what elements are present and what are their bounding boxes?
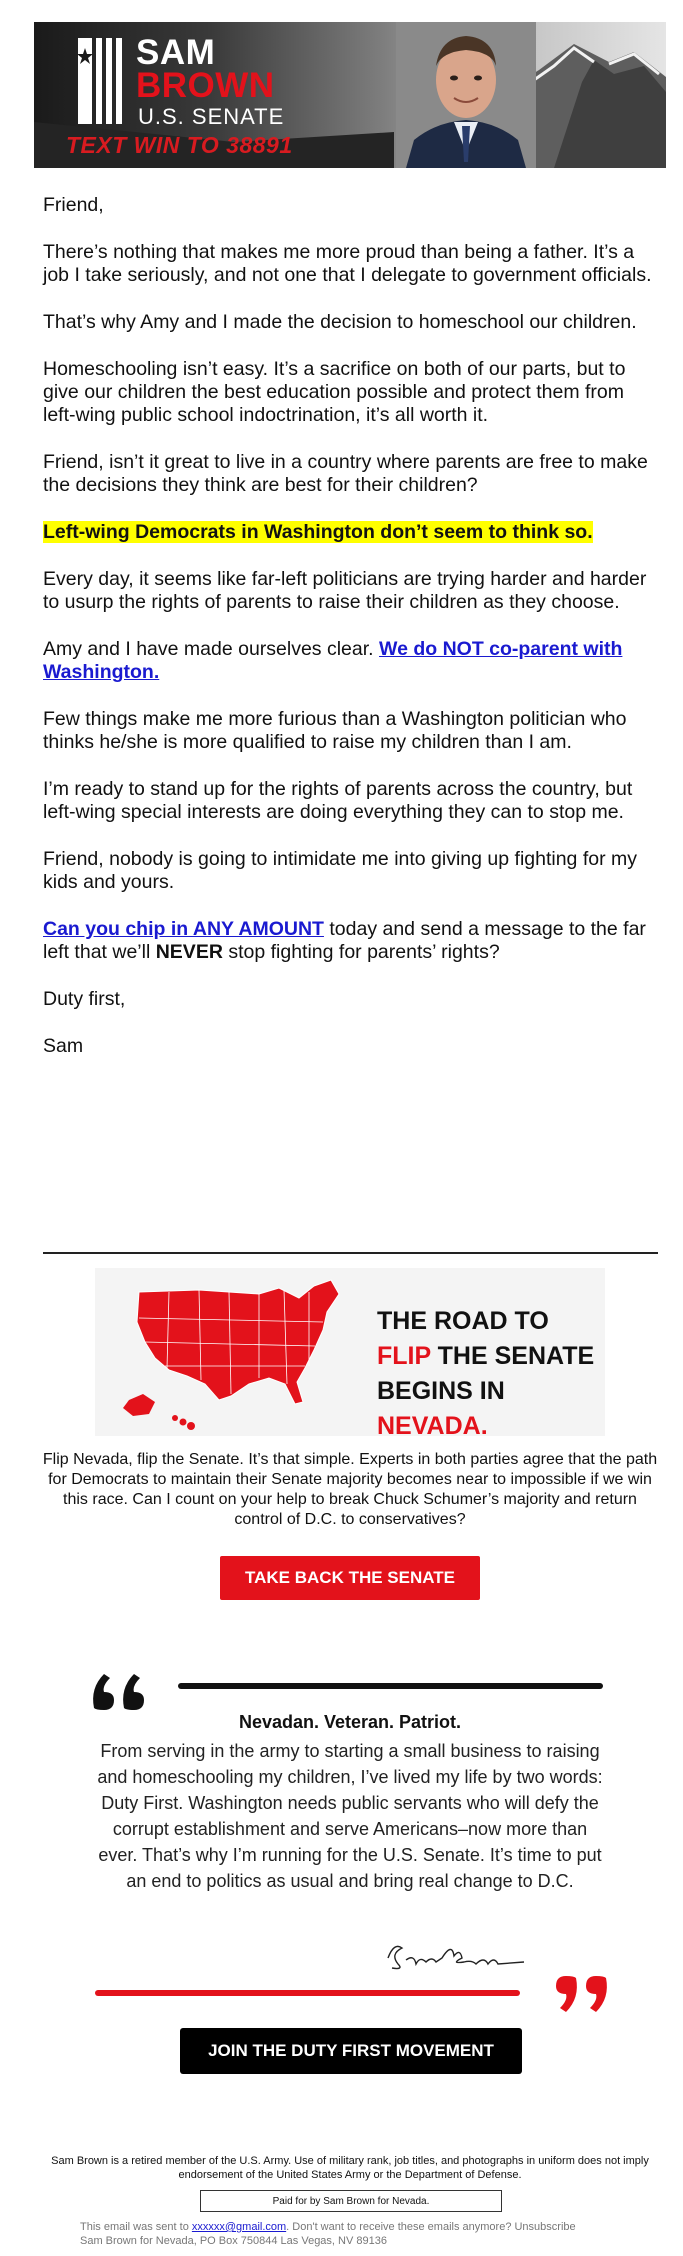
quote-rule-top xyxy=(178,1683,603,1689)
open-quote-icon xyxy=(90,1668,150,1712)
signature-image xyxy=(380,1934,530,1974)
headline-line-3 xyxy=(377,1374,605,1444)
sent-to-line xyxy=(80,2220,680,2234)
donation-paragraph xyxy=(43,918,659,964)
headline-senate: THE SENATE xyxy=(430,1342,595,1370)
paragraph: Friend, nobody is going to intimidate me into giving up fighting for my kids and yours. xyxy=(43,848,637,893)
paragraph: Every day, it seems like far-left politicians are trying harder and harder to usurp the rights of parents to raise their children as they choose. xyxy=(43,568,647,613)
paragraph: I’m ready to stand up for the rights of parents across the country, but left-wing special interests are doing everything they can to stop me. xyxy=(43,778,633,823)
flip-senate-headline xyxy=(377,1304,605,1444)
greeting: Friend, xyxy=(43,194,104,216)
recipient-email-link[interactable]: xxxxxx@gmail.com xyxy=(191,2221,287,2233)
quote-rule-bottom xyxy=(95,1990,520,1996)
paragraph: Friend, isn’t it great to live in a country where parents are free to make the decisions they think are best for their children? xyxy=(43,451,648,496)
take-back-senate-button[interactable]: TAKE BACK THE SENATE xyxy=(220,1556,480,1600)
unsubscribe-text[interactable]: . Don't want to receive these emails anymore? Unsubscribe xyxy=(286,2221,576,2233)
logo-wordmark xyxy=(136,33,275,105)
paid-for-box: Paid for by Sam Brown for Nevada. xyxy=(200,2190,502,2212)
flip-nevada-text: Flip Nevada, flip the Senate. It’s that simple. Experts in both parties agree that the path for Democrats to maintain their Senate majority becomes near to impossible if we win this race. Can I count on your help to break Chuck Schumer’s majority and return control of D.C. to conservatives? xyxy=(42,1451,658,1528)
logo-last-name: BROWN xyxy=(136,66,275,105)
close-quote-icon xyxy=(550,1974,610,2018)
header-banner[interactable] xyxy=(34,22,666,168)
signature-name: Sam xyxy=(43,1035,84,1057)
chip-in-link[interactable]: Can you chip in ANY AMOUNT xyxy=(43,918,324,940)
paragraph: Homeschooling isn’t easy. It’s a sacrifice on both of our parts, but to give our children the best education possible and protect them from left-wing public school indoctrination, it’s all worth it. xyxy=(43,358,626,426)
us-map-icon xyxy=(109,1272,359,1432)
sent-to-lead: This email was sent to xyxy=(80,2221,192,2233)
headline-line-1: THE ROAD TO xyxy=(377,1307,549,1335)
signoff: Duty first, xyxy=(43,988,126,1010)
headline-nevada: NEVADA. xyxy=(377,1412,488,1440)
logo-icon xyxy=(78,38,128,124)
text-win-callout: TEXT WIN TO 38891 xyxy=(66,132,293,158)
paragraph-with-link xyxy=(43,638,659,684)
highlight-text: Left-wing Democrats in Washington don’t seem to think so. xyxy=(43,521,593,543)
headline-begins: BEGINS IN xyxy=(377,1377,505,1405)
paragraph-mid: today and send a message to the far left that we’ll xyxy=(43,918,646,963)
flip-senate-graphic[interactable] xyxy=(95,1268,605,1440)
quote-title: Nevadan. Veteran. Patriot. xyxy=(238,1712,462,1732)
paragraph: That’s why Amy and I made the decision to homeschool our children. xyxy=(43,311,637,333)
emphasis-never: NEVER xyxy=(155,941,223,963)
quote-body: From serving in the army to starting a small business to raising and homeschooling my children, I’ve lived my life by two words: Duty First. Washington needs public servants who will defy the corrupt establishment and serve Americans–now more than ever. That’s why I’m running for the U.S. Senate. It’s time to put an end to politics as usual and bring real change to D.C. xyxy=(97,1741,603,1891)
highlighted-paragraph xyxy=(43,521,659,544)
co-parent-link[interactable]: We do NOT co-parent with Washington. xyxy=(43,638,623,683)
section-divider xyxy=(43,1252,658,1254)
join-duty-first-button[interactable]: JOIN THE DUTY FIRST MOVEMENT xyxy=(180,2028,522,2074)
letter-body xyxy=(43,194,659,1082)
unsubscribe-footer xyxy=(80,2220,680,2248)
candidate-portrait xyxy=(396,22,536,168)
military-disclaimer: Sam Brown is a retired member of the U.S. Army. Use of military rank, job titles, and photographs in uniform does not imply endorsement of the United States Army or the Department of Defense. xyxy=(51,2155,649,2181)
paragraph: There’s nothing that makes me more proud than being a father. It’s a job I take seriously, and not one that I delegate to government officials. xyxy=(43,241,652,286)
mailing-address: Sam Brown for Nevada, PO Box 750844 Las Vegas, NV 89136 xyxy=(80,2235,387,2247)
headline-flip: FLIP xyxy=(377,1342,431,1370)
paragraph-lead: Amy and I have made ourselves clear. xyxy=(43,638,380,660)
headline-line-2 xyxy=(377,1339,605,1374)
paragraph: Few things make me more furious than a Washington politician who thinks he/she is more qualified to raise my children than I am. xyxy=(43,708,627,753)
logo-first-name: SAM xyxy=(136,33,216,72)
paragraph-end: stop fighting for parents’ rights? xyxy=(222,941,500,963)
logo-subtitle: U.S. SENATE xyxy=(138,104,285,129)
